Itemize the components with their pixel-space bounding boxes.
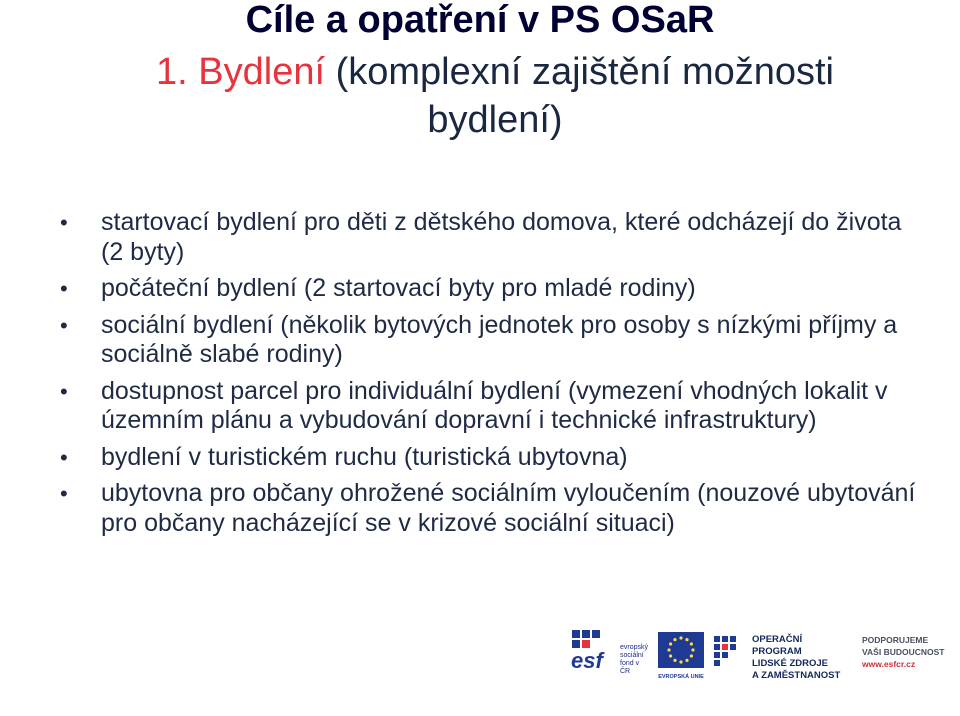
support-caption-line: PODPORUJEME <box>862 635 929 645</box>
op-caption-line: LIDSKÉ ZDROJE <box>752 658 829 669</box>
eu-caption: EVROPSKÁ UNIE <box>658 674 704 680</box>
slide-subtitle <box>90 48 900 144</box>
list-item <box>60 443 930 473</box>
list-item-text: sociální bydlení (několik bytových jednotek pro osoby s nízkými příjmy a sociálně slabé rodiny) <box>101 310 898 368</box>
list-item <box>60 377 930 436</box>
esf-caption <box>620 644 650 676</box>
slide-title: Cíle a opatření v PS OSaR <box>245 0 715 41</box>
list-item <box>60 274 930 304</box>
eu-flag-logo <box>656 630 706 682</box>
list-item <box>60 311 930 370</box>
list-item-text: dostupnost parcel pro individuální bydlení (vymezení vhodných lokalit v územním plánu a vybudování dopravní i technické infrastruktury) <box>101 376 888 434</box>
esf-mark-icon <box>570 626 620 676</box>
list-item <box>60 479 930 538</box>
esf-caption-line: fond v ČR <box>620 660 640 675</box>
support-caption <box>862 634 945 670</box>
bullet-icon: • <box>60 210 68 235</box>
subtitle-topic: Bydlení <box>198 51 326 93</box>
subtitle-rest: (komplexní zajištění možnosti bydlení) <box>335 51 834 141</box>
subtitle-number: 1. <box>156 51 188 93</box>
op-caption <box>752 634 852 682</box>
list-item-text: startovací bydlení pro děti z dětského domova, které odcházejí do života (2 byty) <box>101 208 902 266</box>
bullet-icon: • <box>60 444 68 470</box>
op-lzz-logo <box>712 632 852 682</box>
bullet-icon: • <box>60 276 68 301</box>
esf-caption-line: sociální <box>620 652 644 659</box>
eu-flag-icon <box>656 630 706 682</box>
esf-caption-line: evropský <box>620 644 649 651</box>
bullet-icon: • <box>60 312 68 338</box>
op-mark-icon <box>712 632 748 672</box>
svg-text:esf: esf <box>571 648 603 673</box>
bullet-icon: • <box>60 481 68 506</box>
op-caption-line: A ZAMĚSTNANOST <box>752 670 841 681</box>
op-caption-line: OPERAČNÍ PROGRAM <box>752 634 803 657</box>
list-item <box>60 208 930 267</box>
support-caption-line: VAŠI BUDOUCNOST <box>862 647 945 657</box>
esf-logo <box>570 626 650 686</box>
list-item-text: ubytovna pro občany ohrožené sociálním vyloučením (nouzové ubytování pro občany nacházející se v krizové sociální situaci) <box>101 479 916 537</box>
support-url: www.esfcr.cz <box>862 659 916 669</box>
bullet-list <box>60 208 930 545</box>
list-item-text: bydlení v turistickém ruchu (turistická ubytovna) <box>101 442 628 471</box>
list-item-text: počáteční bydlení (2 startovací byty pro mladé rodiny) <box>101 274 696 302</box>
bullet-icon: • <box>60 378 68 404</box>
funding-logo-bar <box>570 626 958 688</box>
